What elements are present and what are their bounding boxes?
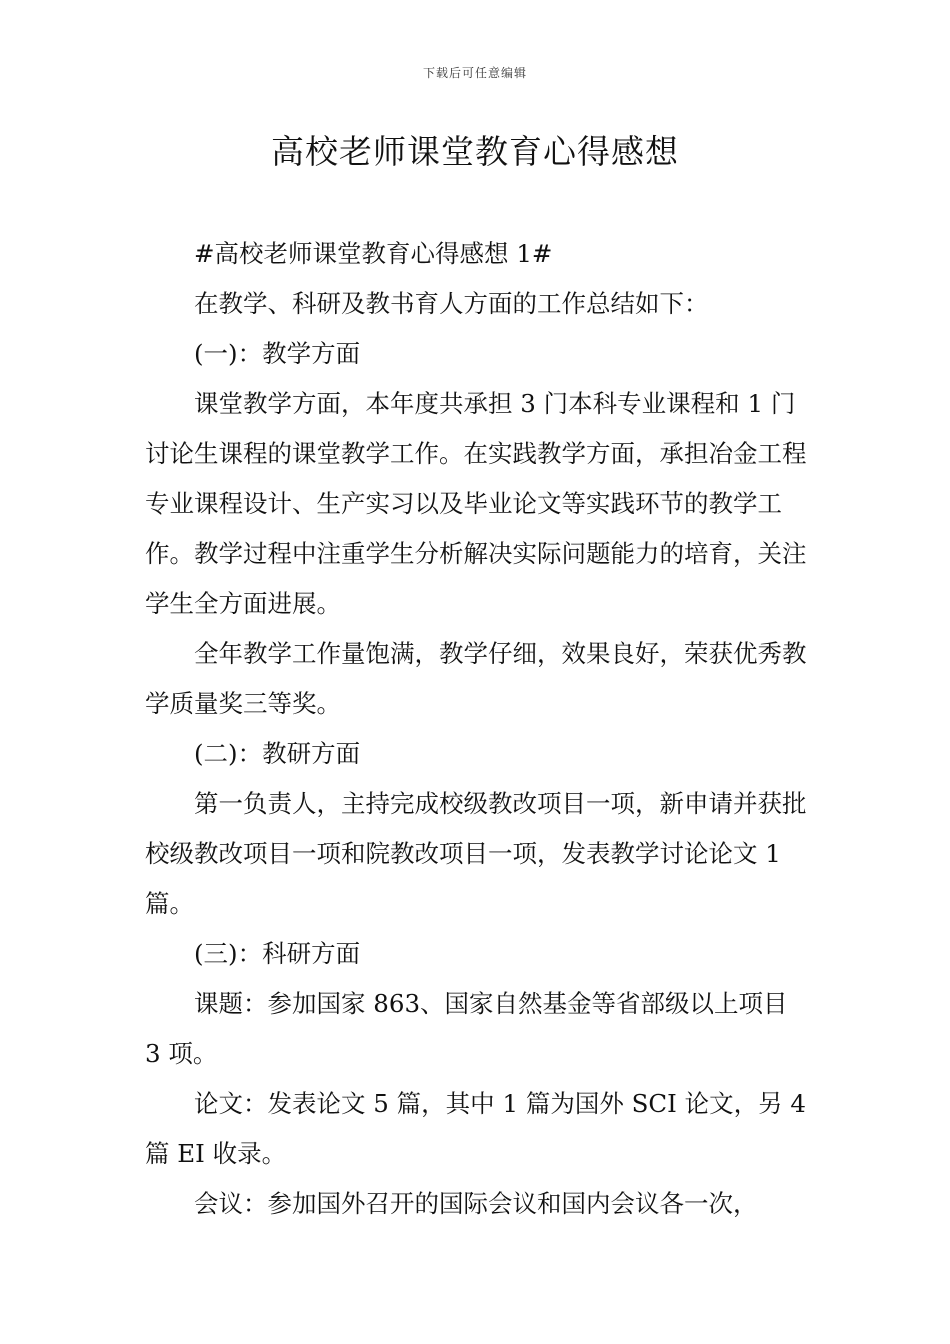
paragraph-edu-research-detail: 第一负责人，主持完成校级教改项目一项，新申请并获批校级教改项目一项和院教改项目一项，发表教学讨论论文 1 篇。: [145, 789, 807, 918]
paragraph-section-heading: #高校老师课堂教育心得感想 1#: [194, 239, 553, 268]
paragraph-teaching-heading: (一)：教学方面: [194, 339, 361, 368]
paragraph-research-heading: (三)：科研方面: [194, 939, 361, 968]
paragraph-research-projects: 课题：参加国家 863、国家自然基金等省部级以上项目 3 项。: [145, 989, 788, 1068]
paragraph-teaching-detail: 课堂教学方面，本年度共承担 3 门本科专业课程和 1 门讨论生课程的课堂教学工作。在实践教学方面，承担冶金工程专业课程设计、生产实习以及毕业论文等实践环节的教学工作。教学过程中注重学生分析解决实际问题能力的培育，关注学生全方面进展。: [145, 389, 807, 618]
header-note: 下载后可任意编辑: [422, 66, 527, 80]
paragraph-teaching-award: 全年教学工作量饱满，教学仔细，效果良好，荣获优秀教学质量奖三等奖。: [145, 639, 807, 718]
document-title: 高校老师课堂教育心得感想: [271, 132, 679, 171]
document-body: [145, 229, 810, 1229]
paragraph-research-conferences: 会议：参加国外召开的国际会议和国内会议各一次，: [194, 1189, 758, 1218]
paragraph-research-papers: 论文：发表论文 5 篇，其中 1 篇为国外 SCI 论文，另 4 篇 EI 收录。: [145, 1089, 806, 1168]
paragraph-edu-research-heading: (二)：教研方面: [194, 739, 361, 768]
paragraph-intro: 在教学、科研及教书育人方面的工作总结如下：: [194, 289, 709, 318]
